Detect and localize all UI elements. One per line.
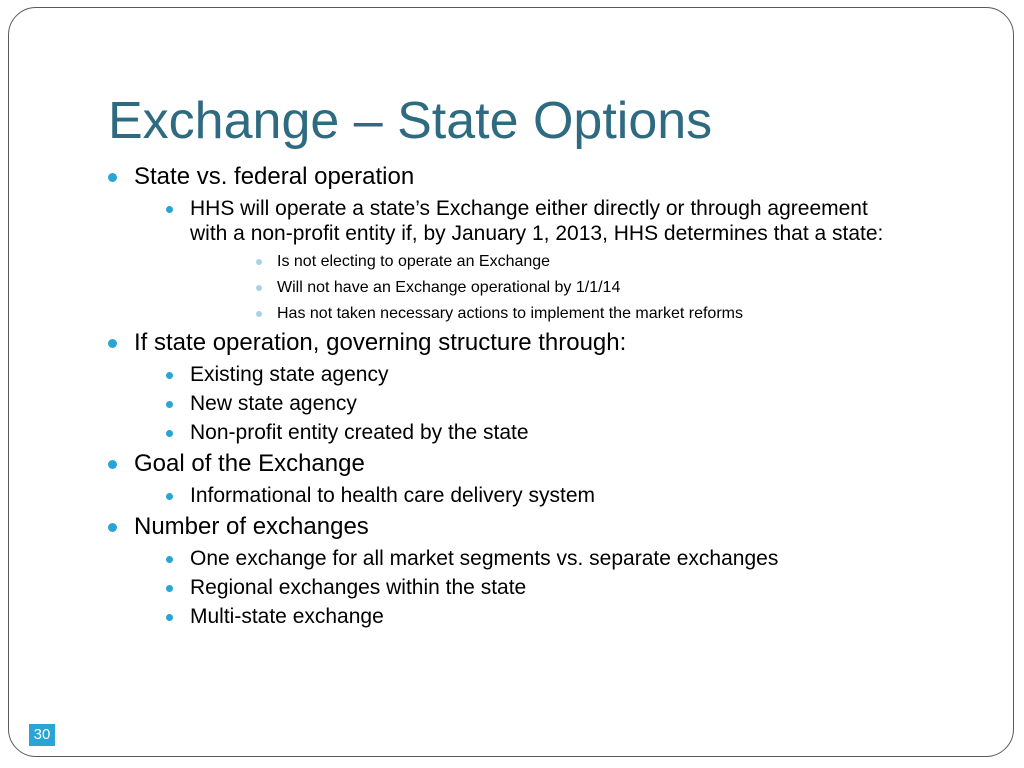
sub-bullet-list [134, 546, 908, 629]
sub-bullet-text: Non-profit entity created by the state [190, 421, 529, 444]
slide-title: Exchange – State Options [108, 92, 713, 150]
bullet-dot-icon [108, 339, 117, 348]
bullet-dot-icon [166, 585, 173, 592]
sub-bullet-text: One exchange for all market segments vs. separate exchanges [190, 547, 779, 570]
sub-sub-bullet-item [190, 278, 908, 298]
bullet-dot-icon [166, 401, 173, 408]
sub-bullet-item [134, 420, 908, 445]
sub-bullet-list [134, 196, 908, 324]
bullet-dot-icon [256, 285, 262, 291]
sub-bullet-item [134, 391, 908, 416]
bullet-item [108, 328, 908, 445]
sub-bullet-item [134, 604, 908, 629]
sub-bullet-list [134, 362, 908, 445]
page-number-badge: 30 [29, 724, 55, 746]
sub-sub-bullet-item [190, 304, 908, 324]
bullet-dot-icon [108, 173, 117, 182]
bullet-dot-icon [166, 372, 173, 379]
bullet-dot-icon [166, 556, 173, 563]
bullet-text: If state operation, governing structure through: [134, 329, 627, 356]
sub-bullet-text: Regional exchanges within the state [190, 576, 527, 599]
bullet-dot-icon [108, 460, 117, 469]
bullet-item [108, 512, 908, 629]
bullet-text: Goal of the Exchange [134, 450, 365, 477]
bullet-dot-icon [166, 614, 173, 621]
sub-bullet-item [134, 575, 908, 600]
sub-bullet-list [134, 483, 908, 508]
sub-bullet-text: Informational to health care delivery system [190, 484, 596, 507]
bullet-dot-icon [166, 493, 173, 500]
sub-sub-bullet-text: Is not electing to operate an Exchange [277, 253, 551, 270]
sub-bullet-text: Multi-state exchange [190, 605, 384, 628]
sub-bullet-item [134, 196, 908, 324]
bullet-text: State vs. federal operation [134, 163, 415, 190]
sub-bullet-text: New state agency [190, 392, 357, 415]
bullet-dot-icon [108, 523, 117, 532]
bullet-text: Number of exchanges [134, 513, 369, 540]
sub-bullet-text: Existing state agency [190, 363, 389, 386]
sub-sub-bullet-text: Has not taken necessary actions to implement the market reforms [277, 305, 743, 322]
bullet-item [108, 449, 908, 508]
bullet-dot-icon [256, 311, 262, 317]
sub-bullet-item [134, 483, 908, 508]
sub-bullet-text: HHS will operate a state’s Exchange either directly or through agreement with a non-profit entity if, by January 1, 2013, HHS determines that a state: [190, 197, 884, 245]
sub-bullet-item [134, 362, 908, 387]
sub-bullet-item [134, 546, 908, 571]
bullet-dot-icon [256, 259, 262, 265]
bullet-item [108, 162, 908, 324]
bullet-dot-icon [166, 206, 173, 213]
sub-sub-bullet-item [190, 252, 908, 272]
sub-sub-bullet-text: Will not have an Exchange operational by 1/1/14 [277, 279, 621, 296]
bullet-dot-icon [166, 430, 173, 437]
sub-sub-bullet-list [190, 252, 908, 324]
bullet-list [108, 162, 908, 629]
